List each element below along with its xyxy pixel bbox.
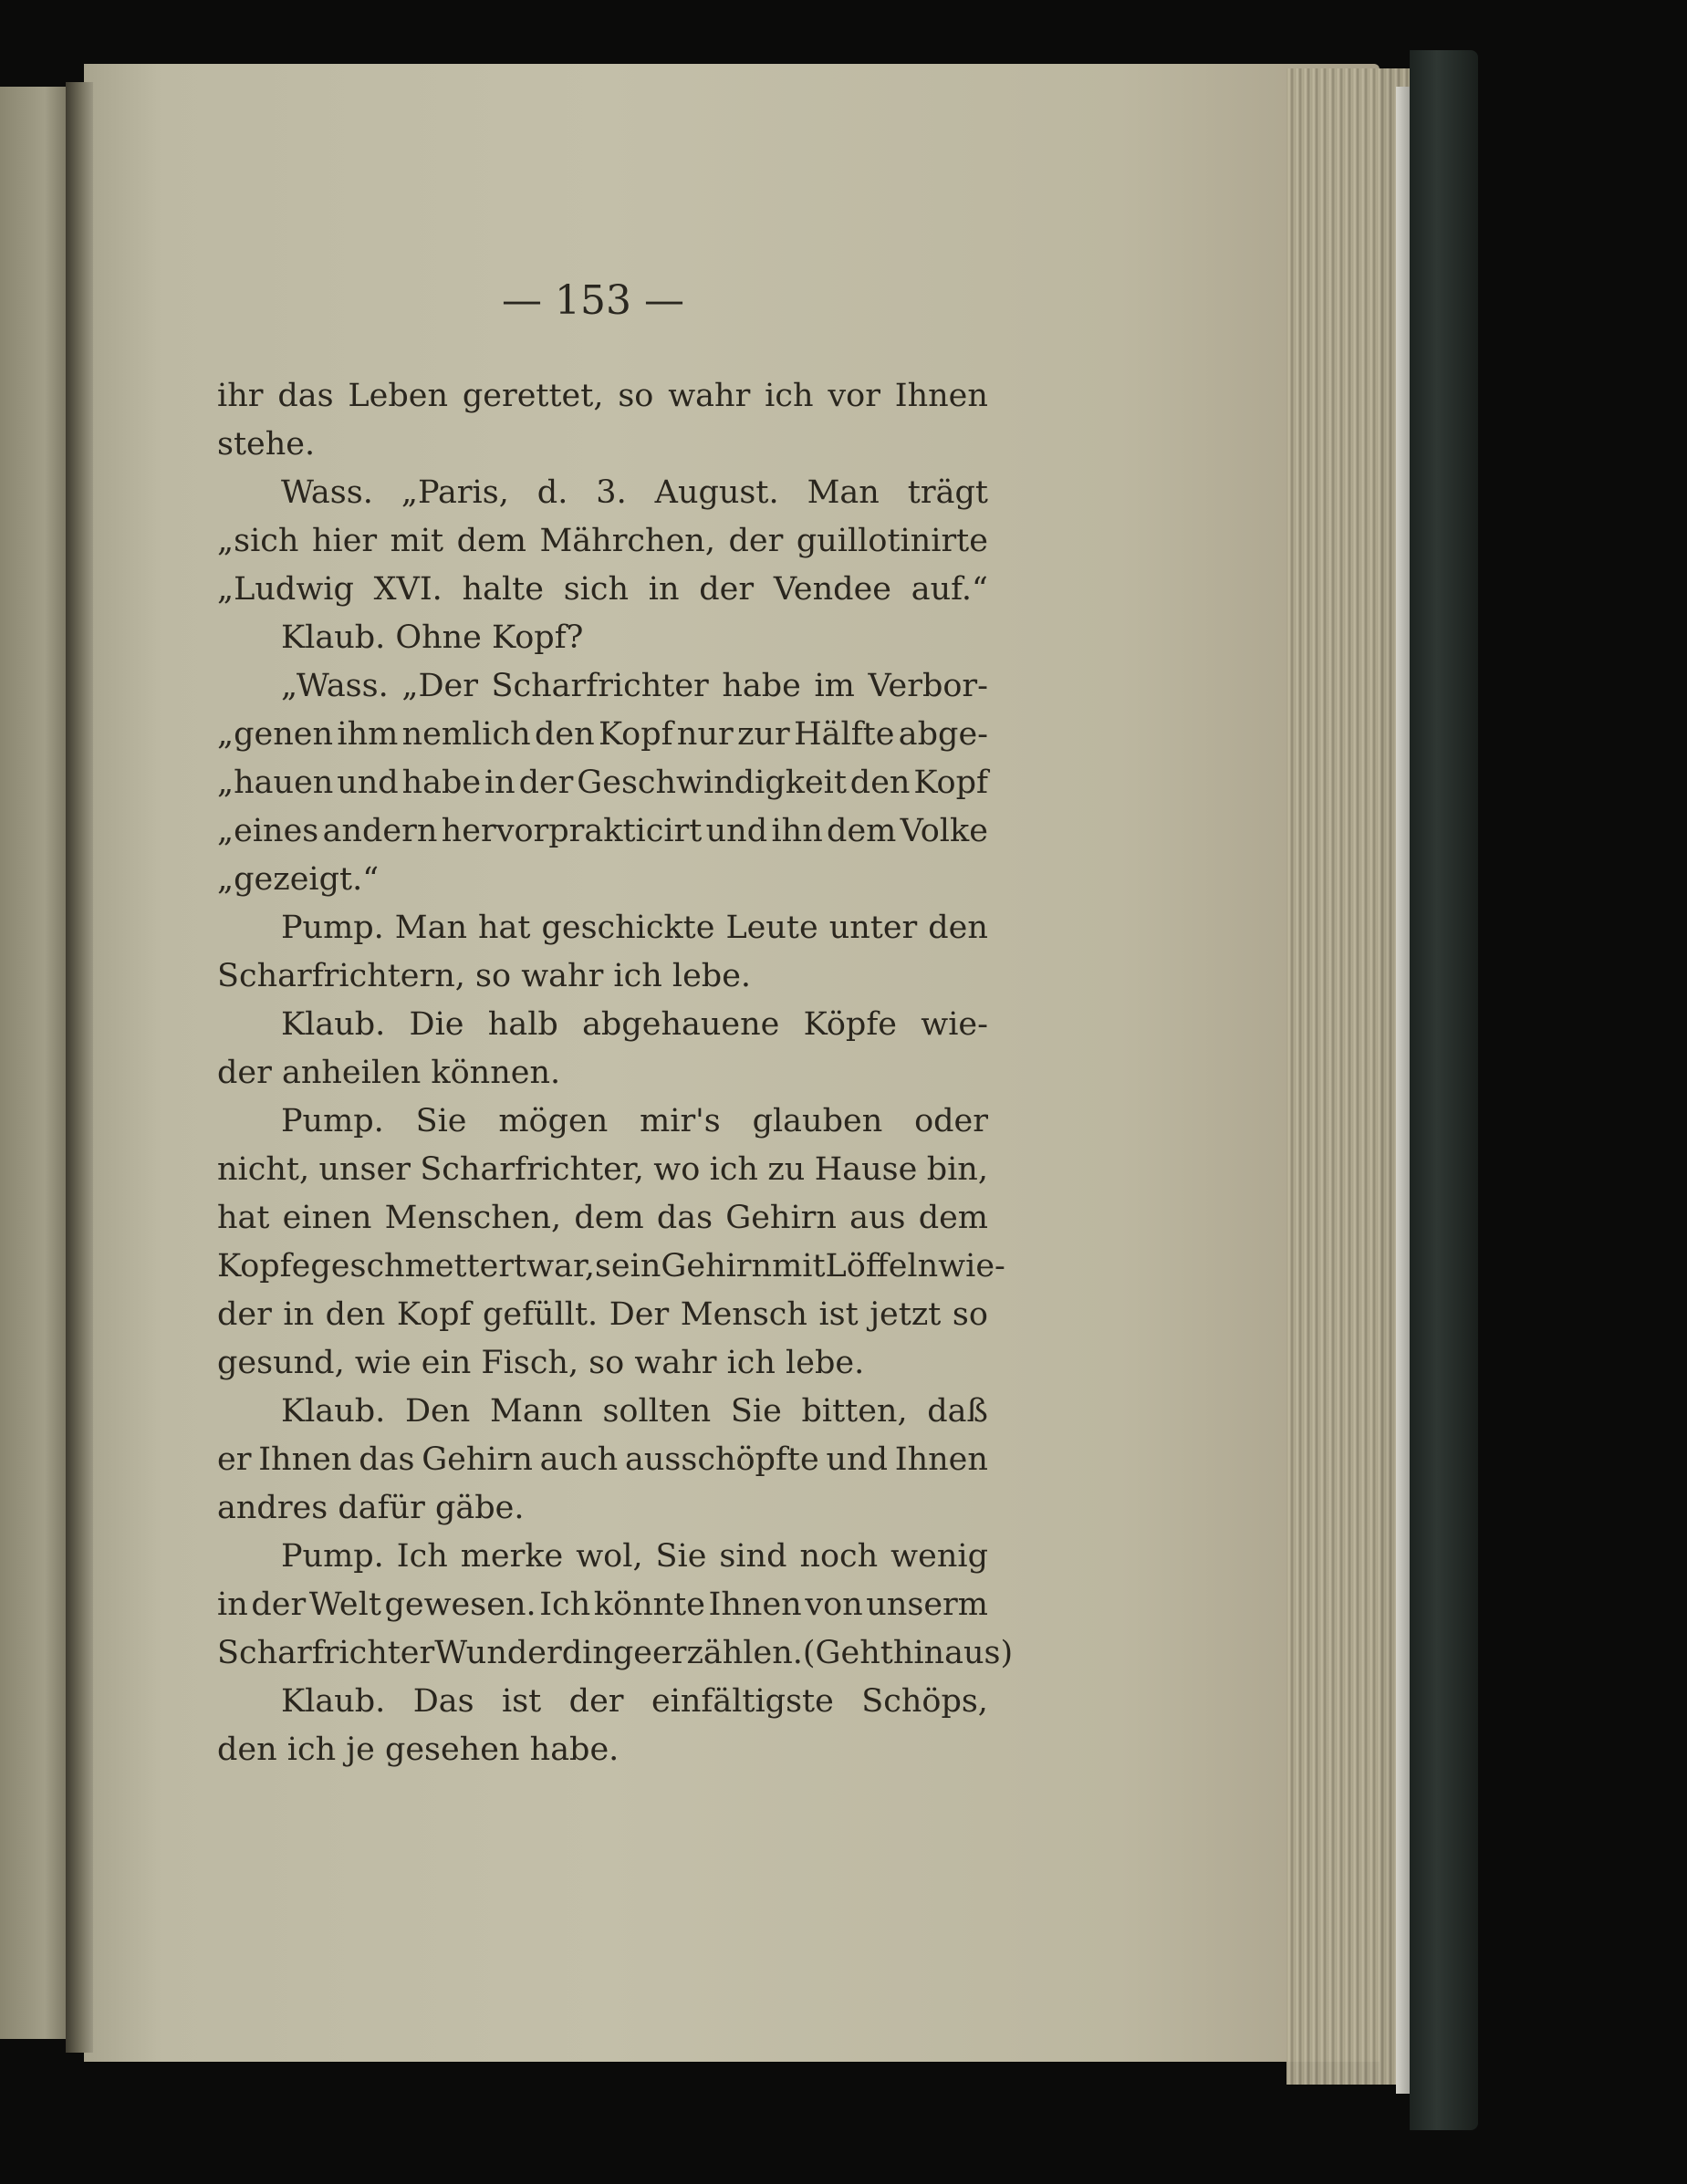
text-line: „Wass. „Der Scharfrichter habe im Verbor- [281,668,988,704]
text-line: Pump. Ich merke wol, Sie sind noch wenig [281,1538,988,1575]
text-line: nicht, unser Scharfrichter, wo ich zu Hause bin, [217,1151,988,1188]
text-line: Kopfe geschmettert war, sein Gehirn mit Löffeln wie- [217,1248,1005,1284]
text-line: stehe. [217,426,316,463]
page-number: — 153 — [502,277,684,324]
text-line: Klaub. Ohne Kopf? [281,619,584,656]
text-line: hat einen Menschen, dem das Gehirn aus dem [217,1200,988,1236]
text-line: „hauen und habe in der Geschwindigkeit den Kopf [217,764,988,801]
text-line: Pump. Sie mögen mir's glauben oder [281,1103,988,1139]
text-line: der in den Kopf gefüllt. Der Mensch ist jetzt so [217,1296,988,1333]
text-line: andres dafür gäbe. [217,1490,525,1526]
text-line: ihr das Leben gerettet, so wahr ich vor Ihnen [217,378,988,414]
text-line: in der Welt gewesen. Ich könnte Ihnen von unserm [217,1586,988,1623]
text-line: er Ihnen das Gehirn auch ausschöpfte und Ihnen [217,1441,988,1478]
text-line: Klaub. Das ist der einfältigste Schöps, [281,1683,988,1720]
text-line: der anheilen können. [217,1055,561,1091]
text-line: „gezeigt.“ [217,861,380,898]
left-page-edge [0,87,75,2039]
text-line: „eines andern hervorprakticirt und ihn dem Volke [217,813,988,849]
text-line: „sich hier mit dem Mährchen, der guillotinirte [217,523,988,559]
text-line: Scharfrichtern, so wahr ich lebe. [217,958,752,994]
text-line: „Ludwig XVI. halte sich in der Vendee auf.“ [217,571,988,608]
book-cover [1410,50,1478,2130]
page-text [217,372,1014,1774]
text-line: gesund, wie ein Fisch, so wahr ich lebe. [217,1345,865,1381]
text-line: Pump. Man hat geschickte Leute unter den [281,910,988,946]
text-line: „genen ihm nemlich den Kopf nur zur Hälfte abge- [217,716,988,753]
book-gutter [66,82,93,2053]
text-line: Klaub. Die halb abgehauene Köpfe wie- [281,1006,988,1043]
text-line: Klaub. Den Mann sollten Sie bitten, daß [281,1393,988,1430]
text-line: Wass. „Paris, d. 3. August. Man trägt [281,474,988,511]
text-line: den ich je gesehen habe. [217,1732,620,1768]
text-line: Scharfrichter Wunderdinge erzählen. (Geht hinaus) [217,1635,1014,1671]
